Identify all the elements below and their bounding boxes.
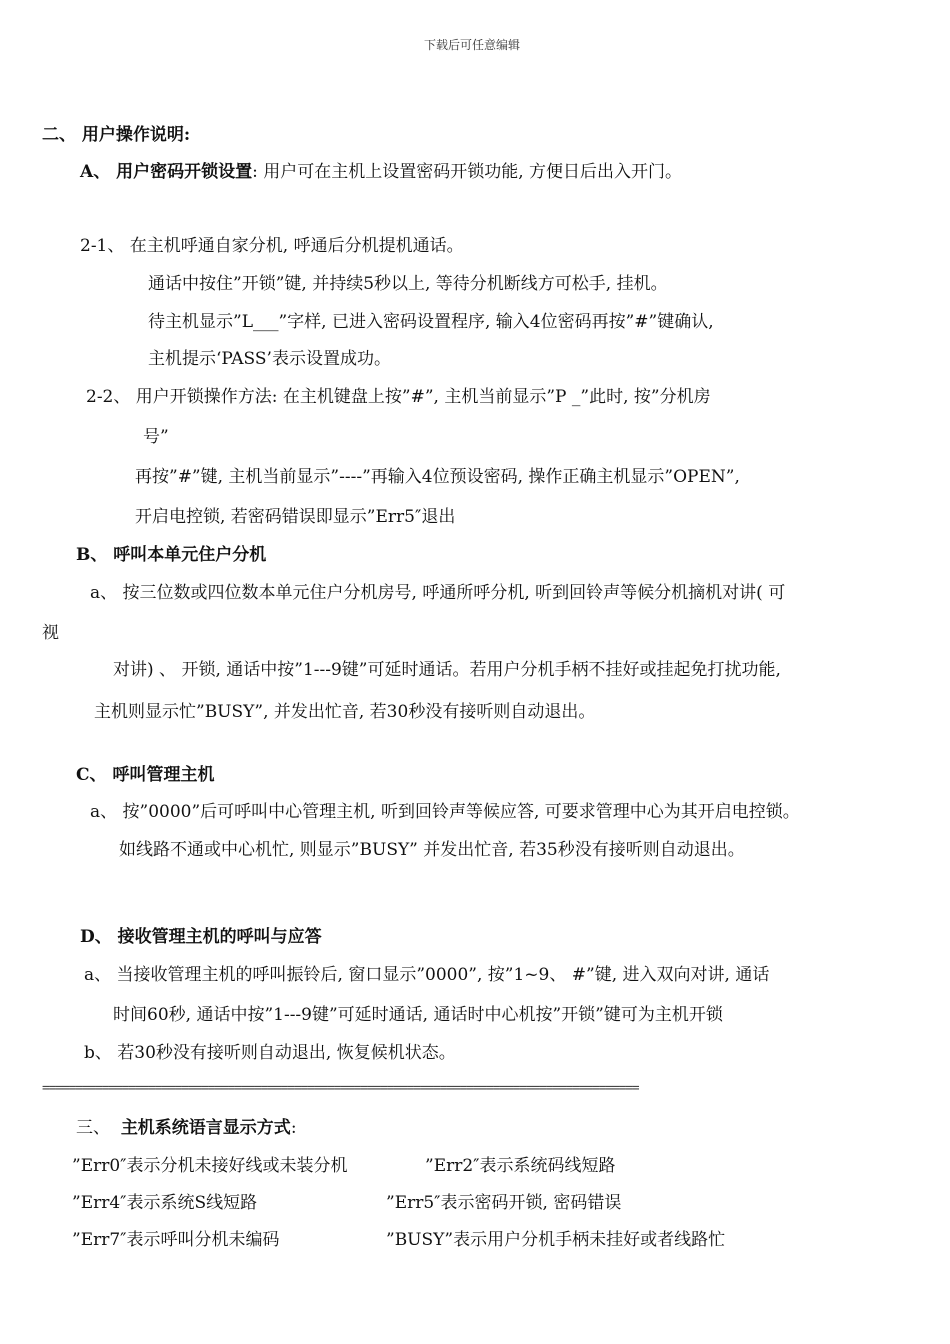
- error-code-right-1: ”Err5″表示密码开锁, 密码错误: [386, 1193, 622, 1213]
- subsection-b-heading: B、 呼叫本单元住户分机: [76, 545, 267, 565]
- section-3-title: 主机系统语言显示方式: [120, 1118, 291, 1138]
- step-2-1-line-1: 2-1、 在主机呼通自家分机, 呼通后分机提机通话。: [80, 236, 464, 256]
- step-2-2-line-4: 开启电控锁, 若密码错误即显示”Err5″退出: [135, 507, 456, 527]
- step-2-1-line-4: 主机提示‘PASS’表示设置成功。: [148, 349, 391, 369]
- section-3-heading: [76, 1117, 297, 1139]
- subsection-b-line-2: 视: [42, 623, 59, 643]
- step-2-1-line-2: 通话中按住”开锁”键, 并持续5秒以上, 等待分机断线方可松手, 挂机。: [148, 274, 668, 294]
- section-3-colon: :: [290, 1118, 297, 1138]
- subsection-d-line-1: a、 当接收管理主机的呼叫振铃后, 窗口显示”0000”, 按”1~9、 #”键, 进入双向对讲, 通话: [84, 965, 770, 985]
- step-2-1-line-3: 待主机显示”L___”字样, 已进入密码设置程序, 输入4位密码再按”#”键确认,: [148, 312, 714, 332]
- subsection-c-line-1: a、 按”0000”后可呼叫中心管理主机, 听到回铃声等候应答, 可要求管理中心为其开启电控锁。: [90, 802, 800, 822]
- separator-line: ==========================================================================================: [42, 1081, 639, 1096]
- subsection-b-line-4: 主机则显示忙”BUSY”, 并发出忙音, 若30秒没有接听则自动退出。: [94, 702, 596, 722]
- subsection-d-line-2: 时间60秒, 通话中按”1---9键”可延时通话, 通话时中心机按”开锁”键可为主机开锁: [113, 1005, 723, 1025]
- subsection-b-line-1: a、 按三位数或四位数本单元住户分机房号, 呼通所呼分机, 听到回铃声等候分机摘机对讲( 可: [90, 583, 786, 603]
- subsection-d-heading: D、 接收管理主机的呼叫与应答: [80, 927, 322, 947]
- error-code-right-0: ”Err2″表示系统码线短路: [425, 1156, 616, 1176]
- step-2-2-line-3: 再按”#”键, 主机当前显示”----”再输入4位预设密码, 操作正确主机显示”OPEN”,: [135, 467, 740, 487]
- page-header: 下载后可任意编辑: [424, 38, 521, 52]
- subsection-c-line-2: 如线路不通或中心机忙, 则显示”BUSY” 并发出忙音, 若35秒没有接听则自动退出。: [119, 840, 745, 860]
- error-code-left-0: ”Err0″表示分机未接好线或未装分机: [72, 1156, 348, 1176]
- subsection-b-line-3: 对讲) 、 开锁, 通话中按”1---9键”可延时通话。若用户分机手柄不挂好或挂起免打扰功能,: [113, 660, 781, 680]
- subsection-a-label: A、 用户密码开锁设置: [80, 162, 253, 182]
- step-2-2-line-1: 2-2、 用户开锁操作方法: 在主机键盘上按”#”, 主机当前显示”P _”此时, 按”分机房: [86, 387, 711, 407]
- error-code-left-2: ”Err7″表示呼叫分机未编码: [72, 1230, 280, 1250]
- subsection-d-line-3: b、 若30秒没有接听则自动退出, 恢复候机状态。: [84, 1043, 456, 1063]
- section-2-heading: 二、 用户操作说明:: [42, 125, 191, 145]
- error-code-right-2: ”BUSY”表示用户分机手柄未挂好或者线路忙: [386, 1230, 726, 1250]
- step-2-2-line-2: 号”: [143, 427, 169, 447]
- error-code-left-1: ”Err4″表示系统S线短路: [72, 1193, 258, 1213]
- section-3-number: 三、: [76, 1118, 110, 1138]
- subsection-c-heading: C、 呼叫管理主机: [76, 765, 215, 785]
- subsection-a-text: : 用户可在主机上设置密码开锁功能, 方便日后出入开门。: [252, 162, 683, 182]
- subsection-a-line: [80, 161, 682, 183]
